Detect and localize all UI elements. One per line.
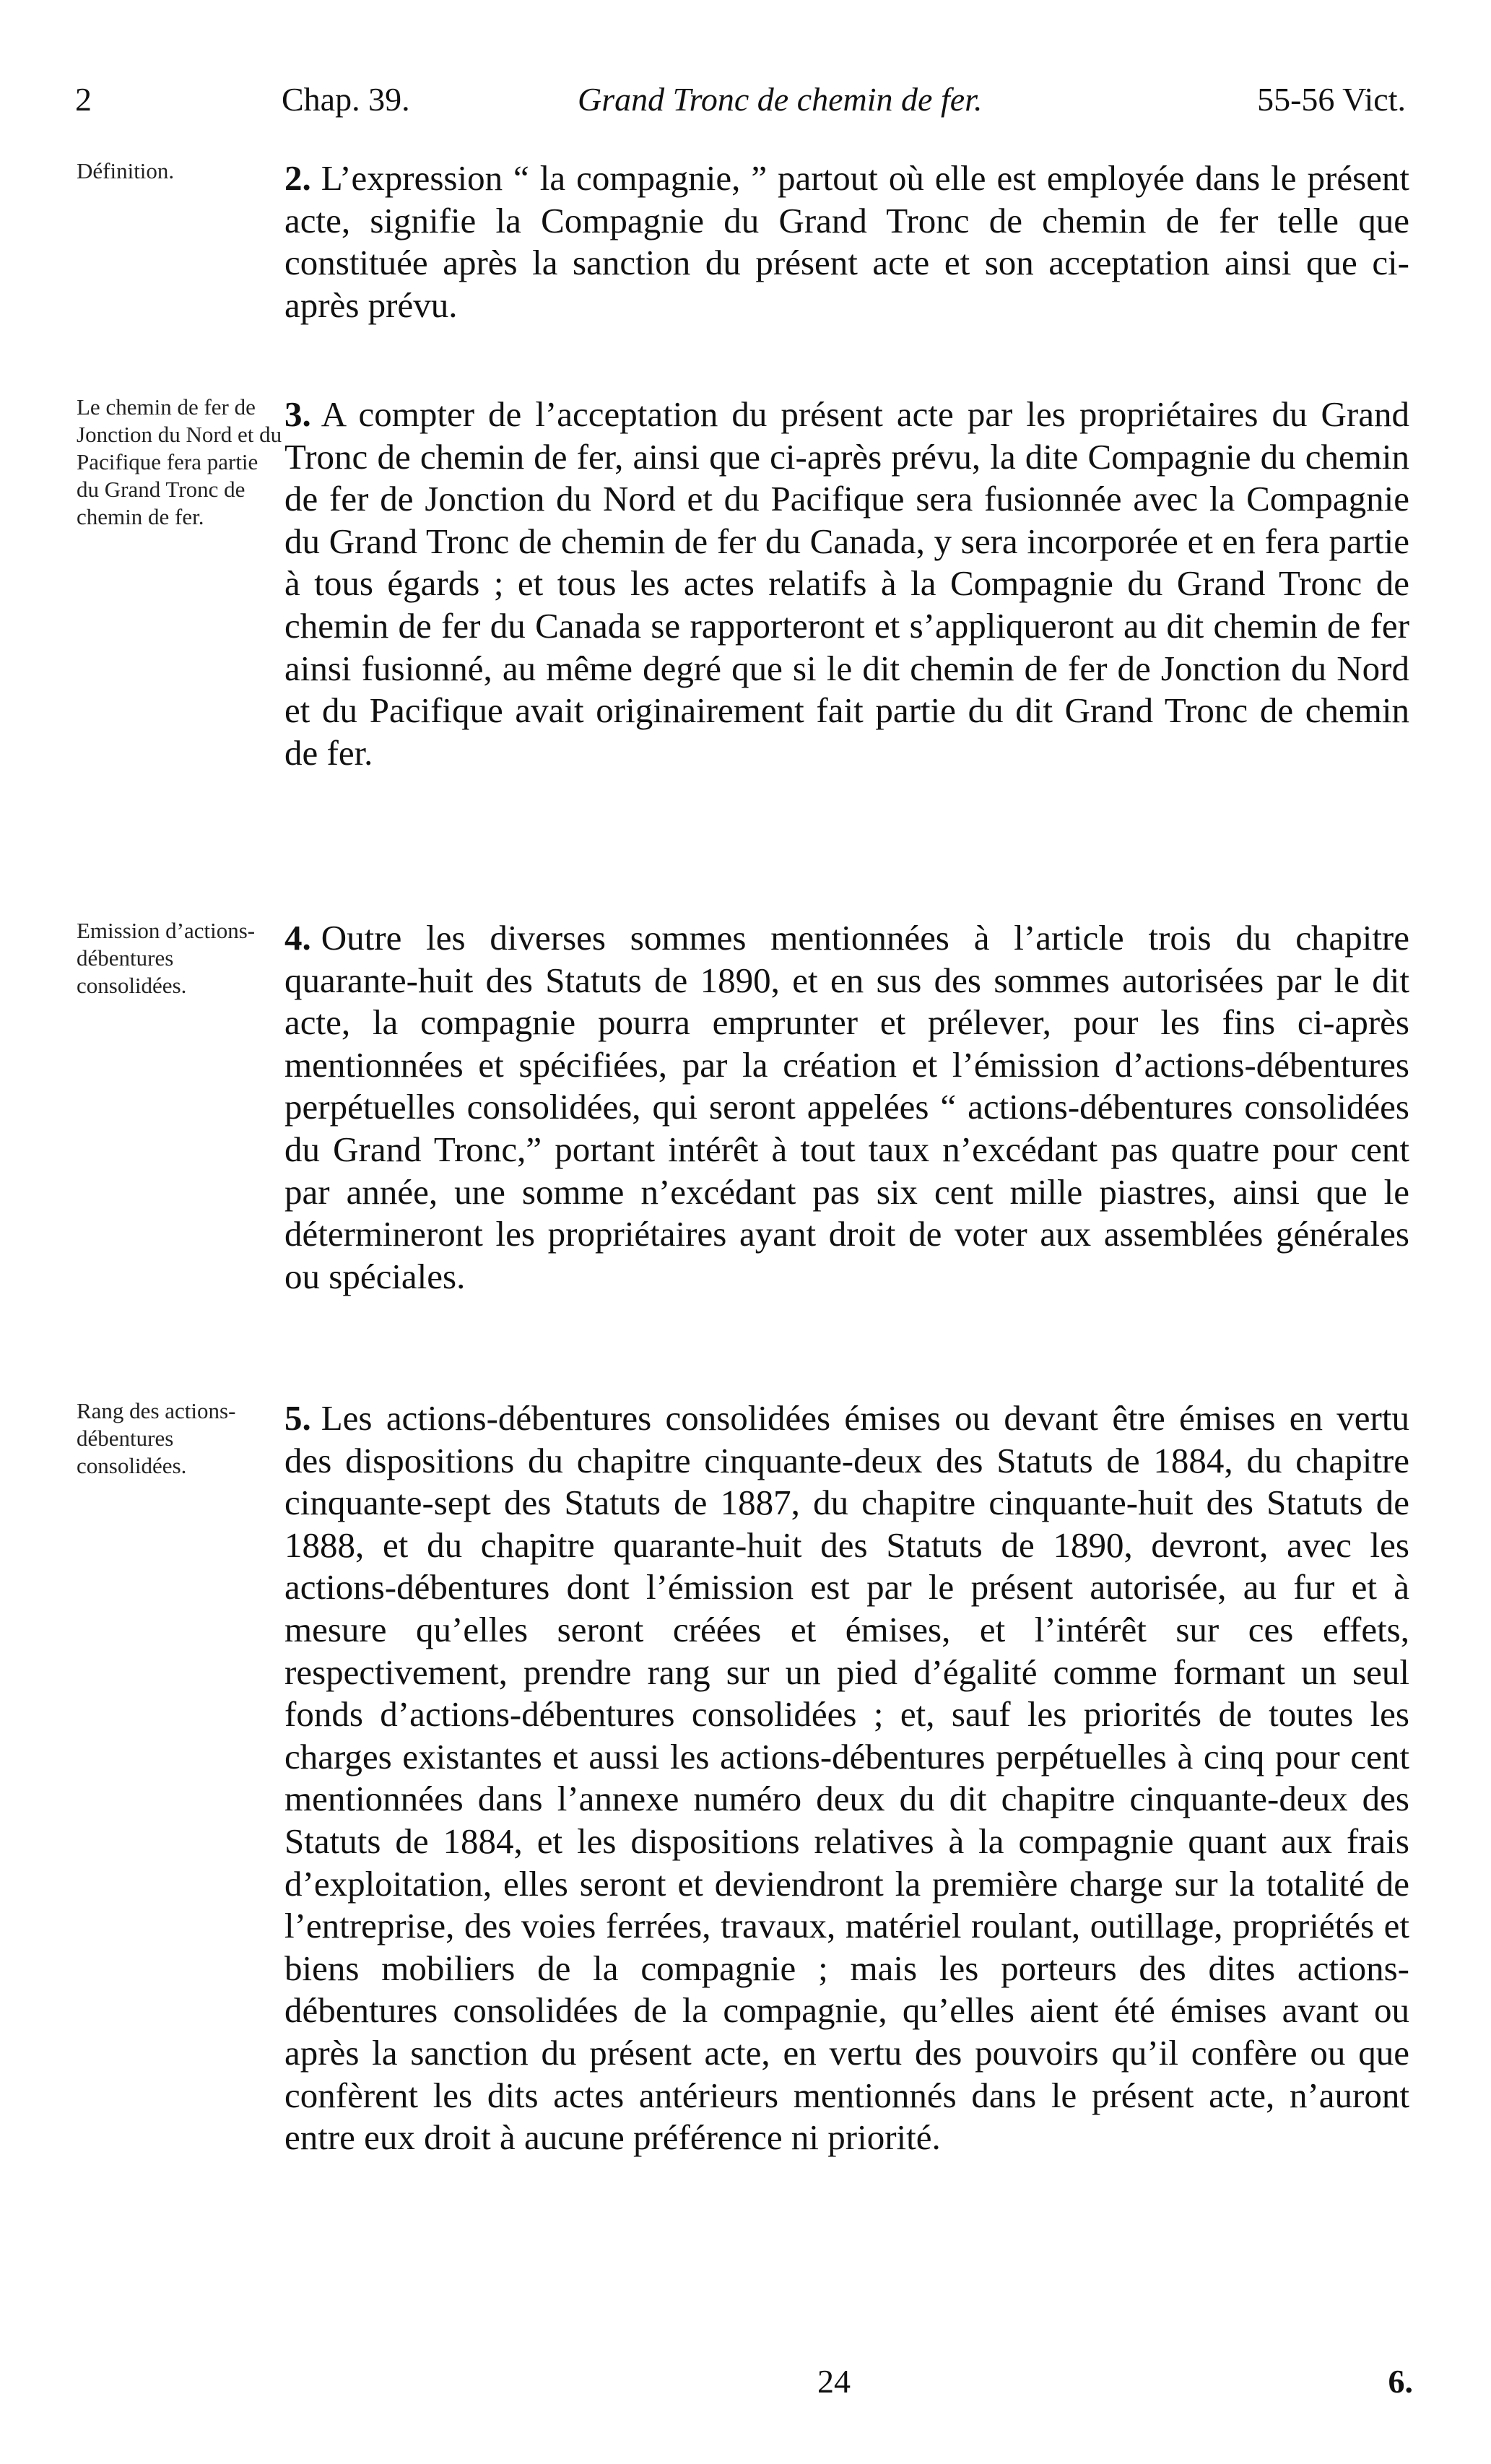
article-number: 3. [284,394,311,434]
margin-note: Définition. [77,158,175,183]
margin-note: Le chemin de fer de Jonction du Nord et du Pacifique fera partie du Grand Tronc de chemin de fer. [77,394,282,529]
signature-mark: 24 [817,2363,851,2400]
article-body [284,394,1409,774]
page-footer [0,2360,1491,2403]
margin-note: Emission d’actions-débentures consolidées. [77,918,256,998]
catchword: 6. [1388,2363,1413,2400]
page-number: 2 [75,81,92,118]
article-text: Outre les diverses sommes mentionnées à l’article trois du chapitre quarante-huit des Statuts de 1890, et en sus des sommes autorisées par le dit acte, la compagnie pourra emprunter et prélever, pour les fins ci-après mentionnées et spécifiées, par la création et l’émission d’actions-débentures perpétuelles consolidées, qui seront appelées “ actions-débentures consolidées du Grand Tronc,” portant intérêt à tout taux n’excédant pas quatre pour cent par année, une somme n’excédant pas six cent mille piastres, ainsi que le détermineront les propriétaires ayant droit de voter aux assemblées générales ou spéciales. [284,918,1409,1296]
page-header [0,78,1491,121]
article-body [284,1397,1409,2159]
article-number: 4. [284,918,311,958]
article-body [284,917,1409,1298]
running-title: Grand Tronc de chemin de fer. [578,81,983,118]
chapter-label: Chap. 39. [282,81,410,118]
session-label: 55-56 Vict. [1257,81,1406,118]
article-text: Les actions-débentures consolidées émises ou devant être émises en vertu des dispositions du chapitre cinquante-deux des Statuts de 1884, du chapitre cinquante-sept des Statuts de 1887, du chapitre cinquante-huit des Statuts de 1888, et du chapitre quarante-huit des Statuts de 1890, devront, avec les actions-débentures dont l’émission est par le présent autorisée, au fur et à mesure qu’elles seront créées et émises, et l’intérêt sur ces effets, respectivement, prendre rang sur un pied d’égalité comme formant un seul fonds d’actions-débentures consolidées ; et, sauf les priorités de toutes les charges existantes et aussi les actions-débentures perpétuelles à cinq pour cent mentionnées dans l’annexe numéro deux du dit chapitre cinquante-deux des Statuts de 1884, et les dispositions relatives à la compagnie quant aux frais d’exploitation, elles seront et deviendront la première charge sur la totalité de l’entreprise, des voies ferrées, travaux, matériel roulant, outillage, propriétés et biens mobiliers de la compagnie ; mais les porteurs des dites actions-débentures consolidées de la compagnie, qu’elles aient été émises avant ou après la sanction du présent acte, en vertu des pouvoirs qu’il confère ou que confèrent les dits actes antérieurs mentionnés dans le présent acte, n’auront entre eux droit à aucune préférence ni priorité. [284,1398,1409,2158]
article-number: 2. [284,158,311,198]
article-number: 5. [284,1398,311,1438]
margin-note: Rang des actions-débentures consolidées. [77,1398,236,1478]
article-text: L’expression “ la compagnie, ” partout où elle est employée dans le présent acte, signifie la Compagnie du Grand Tronc de chemin de fer telle que constituée après la sanction du présent acte et son acceptation ainsi que ci-après prévu. [284,158,1409,325]
article-text: A compter de l’acceptation du présent acte par les propriétaires du Grand Tronc de chemin de fer, ainsi que ci-après prévu, la dite Compagnie du chemin de fer de Jonction du Nord et du Pacifique sera fusionnée avec la Compagnie du Grand Tronc de chemin de fer du Canada, y sera incorporée et en fera partie à tous égards ; et tous les actes relatifs à la Compagnie du Grand Tronc de chemin de fer du Canada se rapporteront et s’appliqueront au dit chemin de fer ainsi fusionné, au même degré que si le dit chemin de fer de Jonction du Nord et du Pacifique avait originairement fait partie du dit Grand Tronc de chemin de fer. [284,394,1409,773]
article-body [284,157,1409,326]
